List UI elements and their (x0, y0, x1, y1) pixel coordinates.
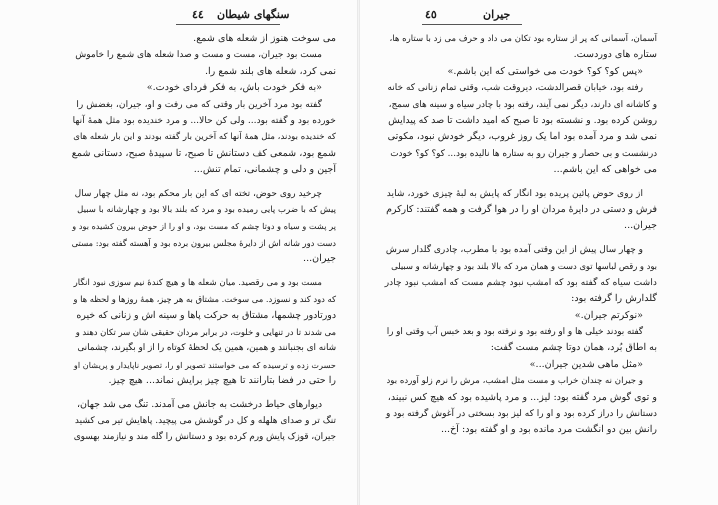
text-line: که خندیده بودند، مثل همهٔ آنها که آخرین بار گفته بودند و این بار شعله های (73, 132, 336, 143)
text-line: جیران... (624, 220, 657, 232)
text-line: مست بود جیران، مست و مست و صدا شعله های شمع را خاموش (75, 50, 322, 61)
text-line: رانش بین دو انگشت مرد مانده بود و او گفته بود: آخ... (440, 424, 657, 436)
text-line: مست بود و می رقصید. میان شعله ها و هیچ کندهٔ نیم سوزی نبود انگار (73, 277, 322, 288)
text-line: شانه ای بجنبانند و همین، همین یک لحظهٔ کوتاه را از او بگیرند، چشمانی (77, 343, 336, 354)
text-line: تنگ تر و صدای هلهله و کل در گوشش می پیچید. پاهایش تیر می کشید (74, 415, 336, 426)
text-line: آجین و دلی و چشمانی، تمام تنش... (193, 164, 336, 176)
left-page-number: ٤٤ (192, 8, 204, 21)
left-page-text (72, 31, 336, 446)
text-line: جیران، قوزک پایش ورم کرده بود و دستانش را گله مند و نیازمند بهسوی (73, 432, 336, 443)
text-line: نمی کرد، شعله های بلند شمع را. (204, 65, 336, 77)
text-line: و توی گوش مرد گفته بود: لیز... و مرد پاشیده بود که هیچ کس نبیند، (387, 391, 657, 403)
text-line: ستاره های دوردست. (573, 49, 657, 61)
text-line: می سوخت هنوز از شعله های شمع. (193, 33, 336, 44)
text-line: دستانش را دراز کرده بود و او را که لیز بود بسختی در آغوش گرفته بود و (385, 408, 657, 419)
right-page (359, 0, 718, 505)
text-line: داشت سیاه که گفته بود که امشب نبود چشم مست که امشب نبود چادر (384, 276, 657, 288)
text-line: بود و رقص لباسها توی دست و همان مرد که بالا بلند بود و چهارشانه و سبیلی (391, 261, 657, 272)
text-line: و چهار سال پیش از این وقتی آمده بود با مطرب، چادری گلدار سرش (385, 244, 643, 255)
text-line: گلدارش را گرفته بود: (571, 293, 657, 305)
text-line: پر پشت و سیاه و دوتا چشم که مست بود، و او را از حوض بیرون کشیده بود و (72, 221, 336, 232)
text-line: «پس کو؟ کو؟ خودت می خواستی که این باشم.» (447, 65, 643, 77)
text-line: حسرت زده و ترسیده که می خواستند تصویر او را، تصویر ناپایدار و پریشان او (73, 359, 336, 370)
right-running-title: جیران (483, 8, 511, 21)
text-line: پیش که با ضرب پایی رمیده بود و مرد که بلند بالا بود و چهارشانه با سبیل (77, 205, 336, 216)
text-line: درنشست و بی حصار و جیران رو به ستاره ها نالیده بود... کو؟ کو؟ خودت (390, 148, 657, 159)
text-line: فرش و دستی در دایرهٔ مردان او را در هوا گرفت و همه گفتند: کارکرم (386, 204, 657, 216)
text-line: «نوکرتم جیران.» (574, 309, 643, 321)
text-line: گفته بود مرد آخرین بار وقتی که می رفت و او، جیران، بغضش را (76, 98, 322, 110)
text-line: جیران... (303, 253, 336, 265)
text-line: چرخید روی حوض، تخته ای که این بار محکم بود، نه مثل چهار سال (74, 188, 322, 199)
text-line: می شدند تا در تنهایی و خلوت، در برابر مردان حقیقی شان سر تکان دهند و (75, 326, 336, 337)
text-line: نمی شد و مرد آمده بود اما یک روز غروب، دیگر خودش نبود، مکوتی (387, 131, 657, 143)
text-line: خورده بود و گفته بود... ولی کن حالا... و مرد خندیده بود مثل همهٔ آنها (72, 115, 336, 127)
text-line: را حتی در فضا بتارانند تا هیچ چیز برایش نماند... هیچ چیز. (108, 375, 336, 387)
left-running-title: سنگهای شیطان (217, 8, 290, 21)
header-rule (176, 24, 280, 25)
right-page-number: ٤٥ (425, 8, 437, 21)
text-line: از روی حوض پائین پریده بود انگار که پایش به لبهٔ چیزی خورد، شاید (386, 187, 643, 199)
text-line: «مثل ماهی شدین جیران...» (529, 358, 643, 370)
text-line: که دود کند و نسوزد. می سوخت. مشتاق به هر چیز، همهٔ روزها و لحظه ها و (73, 294, 336, 305)
text-line: گفته بودند خیلی ها و او رفته بود و نرفته بود و بعد خبس آب وقتی او را (386, 326, 643, 337)
header-rule (422, 24, 522, 25)
text-line: رفته بود، خیابان قصرالدشت، دیروقت شب، وقتی تمام زنانی که خانه (387, 83, 643, 94)
text-line: و جیران نه چندان خراب و مست مثل امشب، مرش را نرم زلو آورده بود (386, 376, 643, 387)
text-line: و کاشانه ای دارند، دیگر نمی آیند، رفته بود با چادر سیاه و سینه های سمج، (388, 99, 657, 110)
text-line: دورتادور چشمها، مشتاق به حرکت پاها و سینه اش و زنانی که خیره (76, 309, 336, 321)
text-line: می خواهی که این باشم... (553, 164, 657, 176)
text-line: به اطاق بُرد، همان دوتا چشم مست گفت: (490, 342, 657, 354)
text-line: شمع بود، شمعی کف دستانش تا صبح، تا سپیدهٔ صبح، دستانی شمع (71, 147, 336, 159)
text-line: دست دور شانه اش از دایرهٔ مجلس بیرون برده بود و آهسته گفته بود: مستی (71, 237, 336, 248)
text-line: روشن کرده بود. و نشسته بود تا صبح که امید داشت تا صد که پیدایش (388, 115, 657, 127)
text-line: «به فکر خودت باش، به فکر فردای خودت.» (146, 82, 322, 94)
right-page-text (385, 31, 657, 439)
text-line: دیوارهای حیاط درخشت به جانش می آمدند. تنگ می شد جهان، (77, 398, 322, 410)
text-line: آسمان، آسمانی که پر از ستاره بود تکان می داد و حرف می زد با ستاره ها، (389, 34, 657, 44)
